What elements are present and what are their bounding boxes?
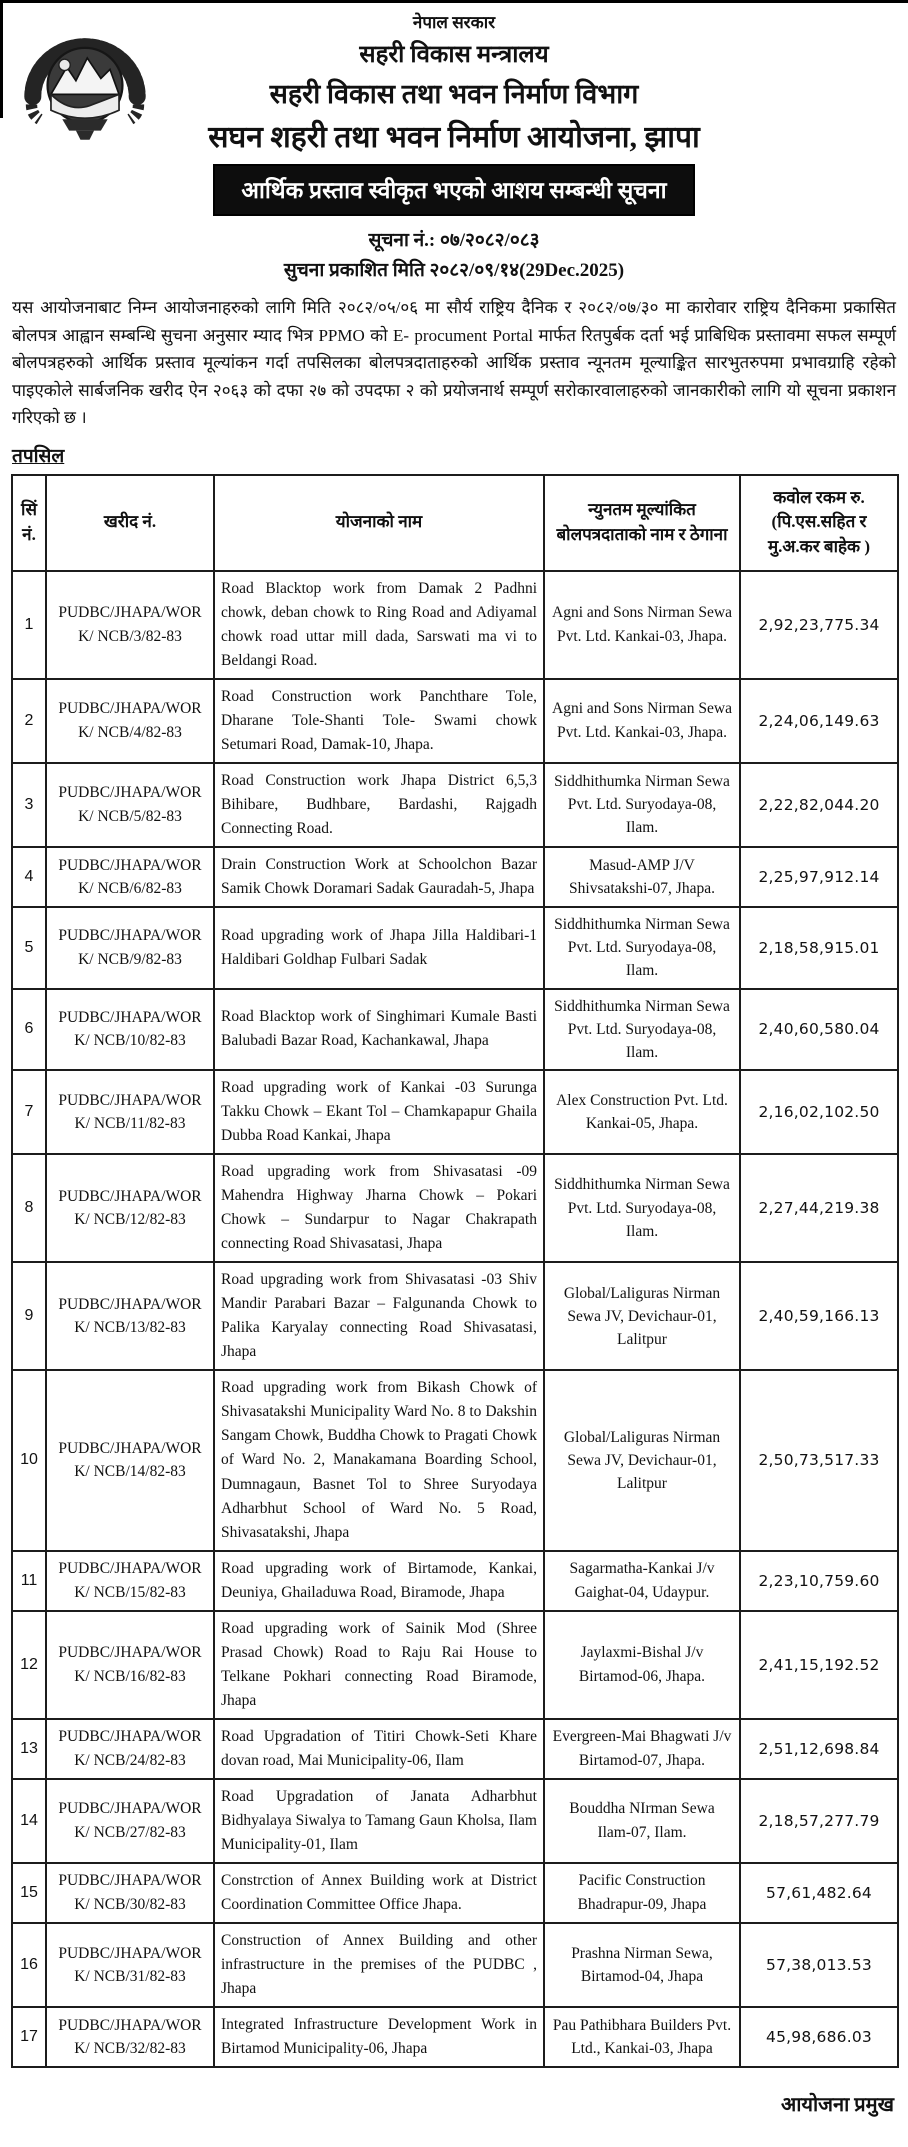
bidder-cell: Global/Laliguras Nirman Sewa JV, Devichaur-01, Lalitpur: [544, 1262, 740, 1370]
amount-cell: 2,22,82,044.20: [740, 763, 898, 847]
table-row: [12, 1070, 898, 1154]
project-name-cell: Road upgrading work from Bikash Chowk of Shivasatakshi Municipality Ward No. 8 to Dakshin Sangam Chowk, Buddha Chowk to Pragati Chowk of Ward No. 2, Manakamana Boarding School, Dumnagaun, Basnet Tol to Shree Suryodaya Adharbhut School of Ward No. 5 Road, Shivasatakshi, Jhapa: [214, 1370, 544, 1550]
bidder-cell: Siddhithumka Nirman Sewa Pvt. Ltd. Suryodaya-08, Ilam.: [544, 907, 740, 989]
notice-published-date: सुचना प्रकाशित मिति २०८२/०९/१४(29Dec.2025): [283, 260, 625, 281]
project-name-cell: Drain Construction Work at Schoolchon Bazar Samik Chowk Doramari Sadak Gauradah-5, Jhapa: [214, 847, 544, 907]
tapasil-label: तपसिल: [12, 445, 65, 467]
procurement-no-cell: PUDBC/JHAPA/WORK/ NCB/16/82-83: [46, 1611, 214, 1719]
header-procurement-no: खरीद नं.: [46, 475, 214, 571]
amount-cell: 2,16,02,102.50: [740, 1070, 898, 1154]
notice-body-paragraph: यस आयोजनाबाट निम्न आयोजनाहरुको लागि मिति २०८२/०५/०६ मा सौर्य राष्ट्रिय दैनिक र २०८२/०७/३० मा कारोवार राष्ट्रिय दैनिकमा प्रकासित बोलपत्र आह्वान सम्बन्धि सुचना अनुसार म्याद भित्र PPMO को E- procument Portal मार्फत रितपुर्बक दर्ता भई प्राबिधिक प्रस्तावमा सफल सम्पूर्ण बोलपत्रहरुको आर्थिक प्रस्ताव मूल्यांकन गर्दा तपसिलका बोलपत्रदाताहरुको आर्थिक प्रस्ताव न्यूनतम मूल्याङ्कित सारभुतरुपमा प्रभावग्राहि रहेको पाइएकोले सार्बजनिक खरीद ऐन २०६३ को दफा २७ को उपदफा २ को प्रयोजनार्थ सम्पूर्ण सरोकारवालाहरुको जानकारीको लागि यो सूचना प्रकाशन गरिएको छ ।: [12, 298, 896, 428]
project-name-cell: Road upgrading work from Shivasatasi -03 Shiv Mandir Parabari Bazar – Falgunanda Chowk to Palika Karyalay connecting Road Shivasatasi, Jhapa: [214, 1262, 544, 1370]
header-amount: कवोल रकम रु. (पि.एस.सहित र मु.अ.कर बाहेक ): [740, 475, 898, 571]
scan-edge-top: [0, 0, 908, 3]
procurement-no-cell: PUDBC/JHAPA/WORK/ NCB/6/82-83: [46, 847, 214, 907]
project-name-cell: Integrated Infrastructure Development Work in Birtamod Municipality-06, Jhapa: [214, 2007, 544, 2067]
bidder-cell: Agni and Sons Nirman Sewa Pvt. Ltd. Kankai-03, Jhapa.: [544, 679, 740, 763]
bidder-cell: Alex Construction Pvt. Ltd. Kankai-05, Jhapa.: [544, 1070, 740, 1154]
procurement-no-cell: PUDBC/JHAPA/WORK/ NCB/13/82-83: [46, 1262, 214, 1370]
sn-cell: 10: [12, 1370, 46, 1550]
sn-cell: 2: [12, 679, 46, 763]
bidder-cell: Pau Pathibhara Builders Pvt. Ltd., Kankai-03, Jhapa: [544, 2007, 740, 2067]
tender-table: [11, 474, 899, 2068]
header-bidder: न्युनतम मूल्यांकित बोलपत्रदाताको नाम र ठेगाना: [544, 475, 740, 571]
scan-edge-left: [0, 0, 3, 118]
nepal-government-emblem-icon: [16, 24, 154, 142]
procurement-no-cell: PUDBC/JHAPA/WORK/ NCB/3/82-83: [46, 571, 214, 679]
amount-cell: 2,25,97,912.14: [740, 847, 898, 907]
bidder-cell: Siddhithumka Nirman Sewa Pvt. Ltd. Suryodaya-08, Ilam.: [544, 989, 740, 1071]
project-name-cell: Constrction of Annex Building work at District Coordination Committee Office Jhapa.: [214, 1863, 544, 1923]
sn-cell: 8: [12, 1154, 46, 1262]
table-row: [12, 1611, 898, 1719]
project-name-cell: Road upgrading work from Shivasatasi -09 Mahendra Highway Jharna Chowk – Pokari Chowk – Sundarpur to Nagar Chakrapath connecting Road Shivasatasi, Jhapa: [214, 1154, 544, 1262]
bidder-cell: Agni and Sons Nirman Sewa Pvt. Ltd. Kankai-03, Jhapa.: [544, 571, 740, 679]
project-name-cell: Road upgrading work of Jhapa Jilla Haldibari-1 Haldibari Goldhap Fulbari Sadak: [214, 907, 544, 989]
project-name-cell: Road Construction work Panchthare Tole, Dharane Tole-Shanti Tole- Swami chowk Setumari Road, Damak-10, Jhapa.: [214, 679, 544, 763]
procurement-no-cell: PUDBC/JHAPA/WORK/ NCB/14/82-83: [46, 1370, 214, 1550]
bidder-cell: Sagarmatha-Kankai J/v Gaighat-04, Udaypur.: [544, 1551, 740, 1611]
sn-cell: 13: [12, 1719, 46, 1779]
table-row: [12, 571, 898, 679]
sn-cell: 14: [12, 1779, 46, 1863]
table-row: [12, 989, 898, 1071]
bidder-cell: Bouddha NIrman Sewa Ilam-07, Ilam.: [544, 1779, 740, 1863]
project-name-cell: Road Blacktop work of Singhimari Kumale Basti Balubadi Bazar Road, Kachankawal, Jhapa: [214, 989, 544, 1071]
amount-cell: 2,40,59,166.13: [740, 1262, 898, 1370]
procurement-no-cell: PUDBC/JHAPA/WORK/ NCB/24/82-83: [46, 1719, 214, 1779]
project-name-cell: Road Construction work Jhapa District 6,5,3 Bihibare, Budhbare, Bardashi, Rajgadh Connecting Road.: [214, 763, 544, 847]
header-project-name: योजनाको नाम: [214, 475, 544, 571]
procurement-no-cell: PUDBC/JHAPA/WORK/ NCB/9/82-83: [46, 907, 214, 989]
procurement-no-cell: PUDBC/JHAPA/WORK/ NCB/5/82-83: [46, 763, 214, 847]
header-sn: सिं नं.: [12, 475, 46, 571]
sn-cell: 6: [12, 989, 46, 1071]
table-row: [12, 1863, 898, 1923]
procurement-no-cell: PUDBC/JHAPA/WORK/ NCB/11/82-83: [46, 1070, 214, 1154]
bidder-cell: Siddhithumka Nirman Sewa Pvt. Ltd. Suryodaya-08, Ilam.: [544, 763, 740, 847]
department-name: सहरी विकास तथा भवन निर्माण विभाग: [269, 79, 639, 109]
project-name-cell: Road upgrading work of Sainik Mod (Shree Prasad Chowk) Road to Raju Rai House to Telkane Pokhari connecting Road Biramode, Jhapa: [214, 1611, 544, 1719]
project-name-cell: Road Upgradation of Janata Adharbhut Bidhyalaya Siwalya to Tamang Gaun Kholsa, Ilam Municipality-01, Ilam: [214, 1779, 544, 1863]
amount-cell: 2,18,57,277.79: [740, 1779, 898, 1863]
amount-cell: 2,41,15,192.52: [740, 1611, 898, 1719]
notice-title-banner: आर्थिक प्रस्ताव स्वीकृत भएको आशय सम्बन्धी सूचना: [213, 164, 694, 216]
sn-cell: 17: [12, 2007, 46, 2067]
government-name: नेपाल सरकार: [412, 13, 496, 32]
table-row: [12, 1154, 898, 1262]
table-row: [12, 1923, 898, 2007]
bidder-cell: Pacific Construction Bhadrapur-09, Jhapa: [544, 1863, 740, 1923]
amount-cell: 2,23,10,759.60: [740, 1551, 898, 1611]
table-header-row: [12, 475, 898, 571]
procurement-no-cell: PUDBC/JHAPA/WORK/ NCB/31/82-83: [46, 1923, 214, 2007]
amount-cell: 2,50,73,517.33: [740, 1370, 898, 1550]
notice-bar-wrap: [0, 164, 908, 216]
amount-cell: 45,98,686.03: [740, 2007, 898, 2067]
project-office-name: सघन शहरी तथा भवन निर्माण आयोजना, झापा: [208, 121, 700, 154]
table-row: [12, 2007, 898, 2067]
ministry-name: सहरी विकास मन्त्रालय: [359, 42, 549, 68]
project-name-cell: Road Upgradation of Titiri Chowk-Seti Khare dovan road, Mai Municipality-06, Ilam: [214, 1719, 544, 1779]
sn-cell: 15: [12, 1863, 46, 1923]
table-row: [12, 763, 898, 847]
sn-cell: 9: [12, 1262, 46, 1370]
amount-cell: 2,27,44,219.38: [740, 1154, 898, 1262]
sn-cell: 3: [12, 763, 46, 847]
bidder-cell: Jaylaxmi-Bishal J/v Birtamod-06, Jhapa.: [544, 1611, 740, 1719]
table-row: [12, 679, 898, 763]
sn-cell: 5: [12, 907, 46, 989]
bidder-cell: Siddhithumka Nirman Sewa Pvt. Ltd. Suryodaya-08, Ilam.: [544, 1154, 740, 1262]
sn-cell: 11: [12, 1551, 46, 1611]
amount-cell: 2,18,58,915.01: [740, 907, 898, 989]
procurement-no-cell: PUDBC/JHAPA/WORK/ NCB/15/82-83: [46, 1551, 214, 1611]
signature-title: आयोजना प्रमुख: [780, 2093, 894, 2116]
bidder-cell: Prashna Nirman Sewa, Birtamod-04, Jhapa: [544, 1923, 740, 2007]
table-row: [12, 907, 898, 989]
bidder-cell: Evergreen-Mai Bhagwati J/v Birtamod-07, Jhapa.: [544, 1719, 740, 1779]
sn-cell: 16: [12, 1923, 46, 2007]
procurement-no-cell: PUDBC/JHAPA/WORK/ NCB/10/82-83: [46, 989, 214, 1071]
amount-cell: 2,92,23,775.34: [740, 571, 898, 679]
amount-cell: 57,38,013.53: [740, 1923, 898, 2007]
sn-cell: 1: [12, 571, 46, 679]
tender-table-body: [12, 571, 898, 2067]
amount-cell: 2,24,06,149.63: [740, 679, 898, 763]
procurement-no-cell: PUDBC/JHAPA/WORK/ NCB/4/82-83: [46, 679, 214, 763]
table-row: [12, 847, 898, 907]
table-row: [12, 1262, 898, 1370]
table-row: [12, 1719, 898, 1779]
procurement-no-cell: PUDBC/JHAPA/WORK/ NCB/30/82-83: [46, 1863, 214, 1923]
amount-cell: 2,51,12,698.84: [740, 1719, 898, 1779]
bidder-cell: Masud-AMP J/V Shivsatakshi-07, Jhapa.: [544, 847, 740, 907]
table-row: [12, 1779, 898, 1863]
project-name-cell: Road upgrading work of Birtamode, Kankai, Deuniya, Ghailaduwa Road, Biramode, Jhapa: [214, 1551, 544, 1611]
project-name-cell: Construction of Annex Building and other infrastructure in the premises of the PUDBC , Jhapa: [214, 1923, 544, 2007]
table-row: [12, 1551, 898, 1611]
table-row: [12, 1370, 898, 1550]
procurement-no-cell: PUDBC/JHAPA/WORK/ NCB/27/82-83: [46, 1779, 214, 1863]
amount-cell: 57,61,482.64: [740, 1863, 898, 1923]
procurement-no-cell: PUDBC/JHAPA/WORK/ NCB/32/82-83: [46, 2007, 214, 2067]
sn-cell: 4: [12, 847, 46, 907]
bidder-cell: Global/Laliguras Nirman Sewa JV, Devichaur-01, Lalitpur: [544, 1370, 740, 1550]
sn-cell: 12: [12, 1611, 46, 1719]
project-name-cell: Road Blacktop work from Damak 2 Padhni chowk, deban chowk to Ring Road and Adiyamal chowk road uttar mill dada, Sarswati ma vi to Beldangi Road.: [214, 571, 544, 679]
sn-cell: 7: [12, 1070, 46, 1154]
amount-cell: 2,40,60,580.04: [740, 989, 898, 1071]
project-name-cell: Road upgrading work of Kankai -03 Surunga Takku Chowk – Ekant Tol – Chamkapapur Ghaila Dubba Road Kankai, Jhapa: [214, 1070, 544, 1154]
procurement-no-cell: PUDBC/JHAPA/WORK/ NCB/12/82-83: [46, 1154, 214, 1262]
notice-number: सूचना नं.: ०७/२०८२/०८३: [368, 230, 540, 251]
